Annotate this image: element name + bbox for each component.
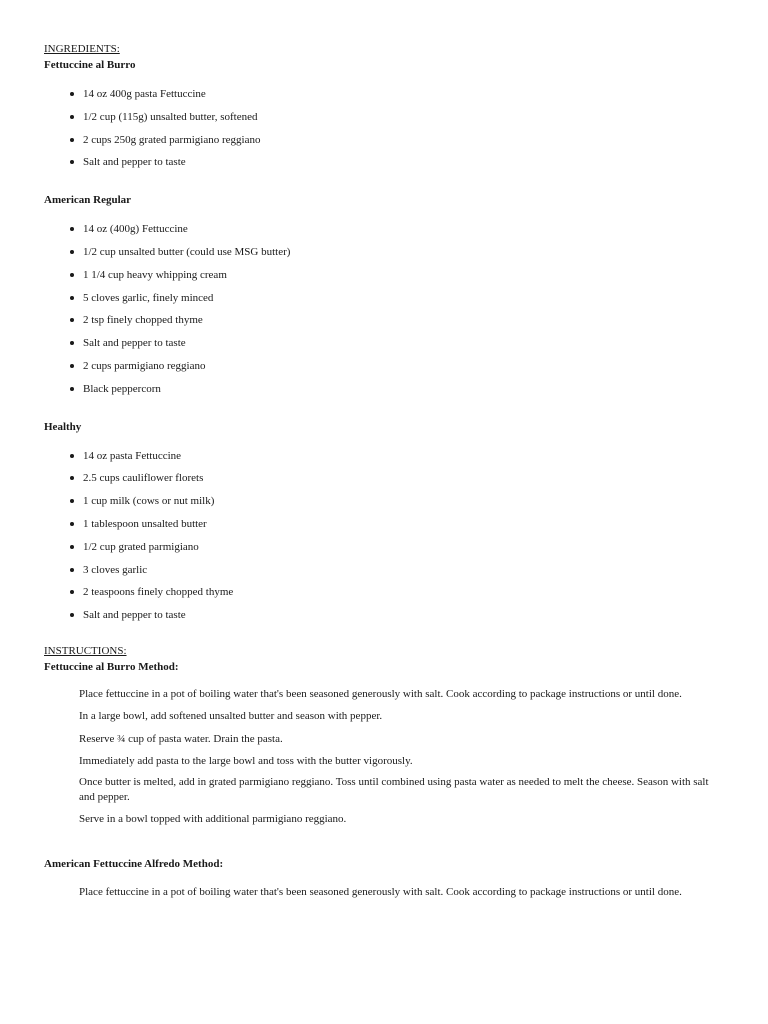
recipe-american-regular [44, 192, 724, 403]
method-step: Once butter is melted, add in grated parmigiano reggiano. Toss until combined using pasta water as needed to melt the cheese. Season with salt and pepper. [79, 775, 709, 803]
bullet-icon [70, 138, 74, 142]
ingredients-heading: INGREDIENTS: [44, 43, 120, 55]
ingredient-item: 2.5 cups cauliflower florets [44, 470, 724, 493]
bullet-icon [70, 590, 74, 594]
ingredient-item: 14 oz 400g pasta Fettuccine [44, 86, 724, 109]
ingredient-list [44, 221, 724, 403]
method-fettuccine-al-burro [44, 659, 724, 827]
method-step: Place fettuccine in a pot of boiling water that's been seasoned generously with salt. Cook according to package instructions or until done. [79, 885, 682, 898]
bullet-icon [70, 160, 74, 164]
bullet-icon [70, 454, 74, 458]
recipe-fettuccine-al-burro [44, 57, 724, 177]
bullet-icon [70, 387, 74, 391]
bullet-icon [70, 92, 74, 96]
ingredient-item: 2 cups 250g grated parmigiano reggiano [44, 132, 724, 155]
ingredient-item: 2 cups parmigiano reggiano [44, 358, 724, 381]
bullet-icon [70, 341, 74, 345]
ingredient-item: 1 1/4 cup heavy whipping cream [44, 267, 724, 290]
ingredient-item: 1/2 cup (115g) unsalted butter, softened [44, 109, 724, 132]
ingredient-item: 1 cup milk (cows or nut milk) [44, 493, 724, 516]
method-steps [44, 687, 724, 827]
document-page [44, 41, 724, 900]
bullet-icon [70, 318, 74, 322]
method-step: Serve in a bowl topped with additional parmigiano reggiano. [79, 812, 347, 825]
ingredient-item: 1 tablespoon unsalted butter [44, 516, 724, 539]
method-american-fettuccine-alfredo [44, 856, 724, 900]
bullet-icon [70, 273, 74, 277]
ingredient-item: Salt and pepper to taste [44, 607, 724, 630]
bullet-icon [70, 250, 74, 254]
ingredient-item: 2 teaspoons finely chopped thyme [44, 584, 724, 607]
method-step: Place fettuccine in a pot of boiling water that's been seasoned generously with salt. Cook according to package instructions or until done. [79, 687, 682, 700]
bullet-icon [70, 568, 74, 572]
ingredient-item: 14 oz pasta Fettuccine [44, 448, 724, 471]
ingredient-item: 1/2 cup unsalted butter (could use MSG butter) [44, 244, 724, 267]
ingredient-item: Black peppercorn [44, 381, 724, 404]
ingredient-list [44, 86, 724, 177]
ingredient-item: 3 cloves garlic [44, 562, 724, 585]
bullet-icon [70, 613, 74, 617]
bullet-icon [70, 364, 74, 368]
bullet-icon [70, 522, 74, 526]
bullet-icon [70, 296, 74, 300]
ingredient-item: 14 oz (400g) Fettuccine [44, 221, 724, 244]
bullet-icon [70, 499, 74, 503]
bullet-icon [70, 115, 74, 119]
recipe-title: Healthy [44, 420, 82, 433]
recipe-title: Fettuccine al Burro [44, 59, 136, 71]
ingredient-item: Salt and pepper to taste [44, 335, 724, 358]
ingredient-item: Salt and pepper to taste [44, 154, 724, 177]
ingredient-item: 2 tsp finely chopped thyme [44, 312, 724, 335]
instructions-heading: INSTRUCTIONS: [44, 644, 127, 657]
ingredient-item: 1/2 cup grated parmigiano [44, 539, 724, 562]
ingredient-list [44, 448, 724, 630]
method-title: American Fettuccine Alfredo Method: [44, 857, 224, 870]
recipe-title: American Regular [44, 194, 132, 207]
method-step: Immediately add pasta to the large bowl and toss with the butter vigorously. [79, 754, 413, 767]
ingredient-item: 5 cloves garlic, finely minced [44, 290, 724, 313]
method-step: Reserve ¾ cup of pasta water. Drain the pasta. [79, 732, 283, 745]
recipe-healthy [44, 419, 724, 630]
method-steps [44, 885, 724, 900]
method-step: In a large bowl, add softened unsalted butter and season with pepper. [79, 709, 383, 722]
bullet-icon [70, 227, 74, 231]
method-title: Fettuccine al Burro Method: [44, 660, 179, 673]
bullet-icon [70, 545, 74, 549]
bullet-icon [70, 476, 74, 480]
